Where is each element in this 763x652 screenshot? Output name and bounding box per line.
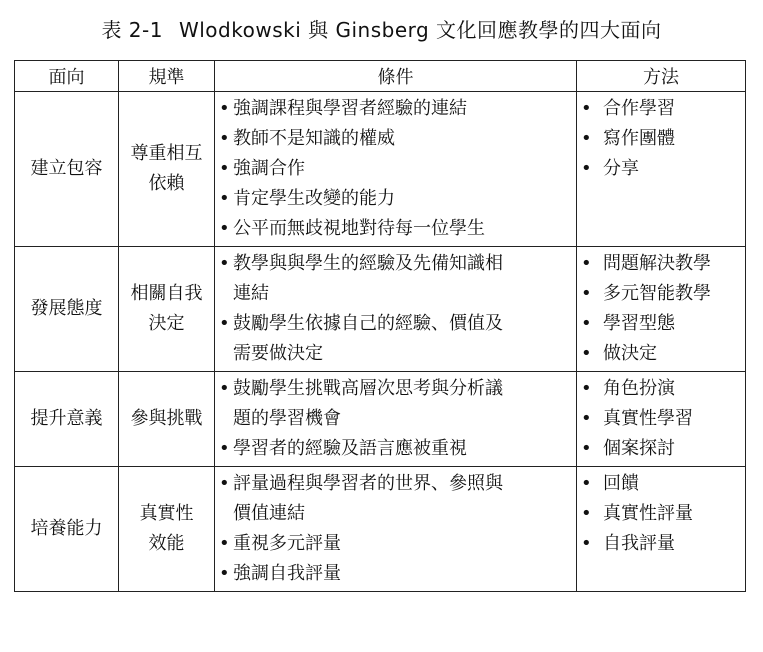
condition-text: 連結 xyxy=(233,283,269,304)
method-item xyxy=(577,154,745,184)
condition-line xyxy=(215,339,576,369)
condition-text: 鼓勵學生挑戰高層次思考與分析議 xyxy=(233,378,503,399)
method-text: 角色扮演 xyxy=(603,378,675,399)
method-item xyxy=(577,404,745,434)
table-body xyxy=(15,92,746,592)
bullet-icon: • xyxy=(581,283,592,304)
method-text: 問題解決教學 xyxy=(603,253,711,274)
norm-line: 相關自我 xyxy=(130,283,203,304)
culturally-responsive-teaching-table xyxy=(14,60,746,592)
condition-line xyxy=(215,279,576,309)
norm-line: 決定 xyxy=(148,313,185,334)
methods-list xyxy=(577,94,745,184)
norm-line: 效能 xyxy=(148,533,185,554)
condition-text: 題的學習機會 xyxy=(233,408,341,429)
bullet-icon: • xyxy=(219,533,230,554)
condition-text: 鼓勵學生依據自己的經驗、價值及 xyxy=(233,313,503,334)
bullet-icon: • xyxy=(581,158,592,179)
condition-text: 強調合作 xyxy=(233,158,305,179)
conditions-cell xyxy=(215,92,577,247)
bullet-icon: • xyxy=(219,128,230,149)
methods-list xyxy=(577,249,745,369)
facet-cell: 建立包容 xyxy=(15,92,119,247)
condition-line xyxy=(215,434,576,464)
bullet-icon: • xyxy=(581,253,592,274)
method-item xyxy=(577,124,745,154)
bullet-icon: • xyxy=(219,218,230,239)
methods-cell xyxy=(577,92,746,247)
bullet-icon: • xyxy=(581,98,592,119)
condition-text: 強調課程與學習者經驗的連結 xyxy=(233,98,467,119)
bullet-icon: • xyxy=(219,313,230,334)
table-row xyxy=(15,372,746,467)
table-row xyxy=(15,247,746,372)
norm-cell xyxy=(119,467,215,592)
header-norm: 規準 xyxy=(119,61,215,92)
norm-line: 依賴 xyxy=(148,173,185,194)
facet-cell: 培養能力 xyxy=(15,467,119,592)
header-facet: 面向 xyxy=(15,61,119,92)
bullet-icon: • xyxy=(581,503,592,524)
condition-line xyxy=(215,309,576,339)
bullet-icon: • xyxy=(219,188,230,209)
bullet-icon: • xyxy=(219,158,230,179)
bullet-icon: • xyxy=(581,378,592,399)
methods-cell xyxy=(577,247,746,372)
method-item xyxy=(577,339,745,369)
condition-text: 重視多元評量 xyxy=(233,533,341,554)
table-number: 表 2-1 xyxy=(101,18,163,42)
methods-list xyxy=(577,374,745,464)
method-item xyxy=(577,374,745,404)
condition-line xyxy=(215,154,576,184)
norm-line: 參與挑戰 xyxy=(130,408,203,429)
condition-line xyxy=(215,184,576,214)
bullet-icon: • xyxy=(581,438,592,459)
bullet-icon: • xyxy=(581,128,592,149)
condition-text: 教學與與學生的經驗及先備知識相 xyxy=(233,253,503,274)
condition-text: 強調自我評量 xyxy=(233,563,341,584)
conditions-list xyxy=(215,249,576,369)
norm-cell xyxy=(119,92,215,247)
method-text: 真實性評量 xyxy=(603,503,693,524)
table-row xyxy=(15,92,746,247)
conditions-list xyxy=(215,374,576,464)
header-methods: 方法 xyxy=(577,61,746,92)
table-row xyxy=(15,467,746,592)
bullet-icon xyxy=(215,404,233,434)
condition-text: 價值連結 xyxy=(233,503,305,524)
condition-text: 肯定學生改變的能力 xyxy=(233,188,395,209)
method-text: 寫作團體 xyxy=(603,128,675,149)
condition-text: 公平而無歧視地對待每一位學生 xyxy=(233,218,485,239)
condition-line xyxy=(215,374,576,404)
condition-line xyxy=(215,404,576,434)
bullet-icon: • xyxy=(219,438,230,459)
method-item xyxy=(577,499,745,529)
conditions-list xyxy=(215,469,576,589)
condition-line xyxy=(215,214,576,244)
method-text: 回饋 xyxy=(603,473,639,494)
condition-text: 學習者的經驗及語言應被重視 xyxy=(233,438,467,459)
bullet-icon: • xyxy=(219,98,230,119)
norm-cell xyxy=(119,372,215,467)
bullet-icon: • xyxy=(219,378,230,399)
bullet-icon: • xyxy=(581,533,592,554)
condition-line xyxy=(215,94,576,124)
method-item xyxy=(577,94,745,124)
table-caption xyxy=(0,14,763,43)
method-text: 個案探討 xyxy=(603,438,675,459)
bullet-icon: • xyxy=(581,313,592,334)
condition-line xyxy=(215,559,576,589)
methods-list xyxy=(577,469,745,559)
condition-text: 需要做決定 xyxy=(233,343,323,364)
table-title: Wlodkowski 與 Ginsberg 文化回應教學的四大面向 xyxy=(178,18,662,42)
bullet-icon: • xyxy=(581,408,592,429)
method-text: 學習型態 xyxy=(603,313,675,334)
norm-cell xyxy=(119,247,215,372)
bullet-icon: • xyxy=(581,473,592,494)
method-item xyxy=(577,529,745,559)
bullet-icon xyxy=(215,279,233,309)
conditions-list xyxy=(215,94,576,244)
norm-line: 尊重相互 xyxy=(130,143,203,164)
method-item xyxy=(577,279,745,309)
condition-line xyxy=(215,499,576,529)
method-item xyxy=(577,309,745,339)
method-text: 自我評量 xyxy=(603,533,675,554)
methods-cell xyxy=(577,372,746,467)
bullet-icon: • xyxy=(219,473,230,494)
conditions-cell xyxy=(215,247,577,372)
bullet-icon: • xyxy=(581,343,592,364)
method-text: 多元智能教學 xyxy=(603,283,711,304)
conditions-cell xyxy=(215,467,577,592)
method-text: 做決定 xyxy=(603,343,657,364)
header-row xyxy=(15,61,746,92)
condition-line xyxy=(215,249,576,279)
bullet-icon xyxy=(215,499,233,529)
condition-text: 教師不是知識的權威 xyxy=(233,128,395,149)
header-conditions: 條件 xyxy=(215,61,577,92)
bullet-icon: • xyxy=(219,563,230,584)
condition-text: 評量過程與學習者的世界、參照與 xyxy=(233,473,503,494)
facet-cell: 提升意義 xyxy=(15,372,119,467)
methods-cell xyxy=(577,467,746,592)
method-item xyxy=(577,249,745,279)
facet-cell: 發展態度 xyxy=(15,247,119,372)
conditions-cell xyxy=(215,372,577,467)
norm-line: 真實性 xyxy=(139,503,194,524)
method-text: 合作學習 xyxy=(603,98,675,119)
method-text: 真實性學習 xyxy=(603,408,693,429)
bullet-icon xyxy=(215,339,233,369)
condition-line xyxy=(215,124,576,154)
condition-line xyxy=(215,529,576,559)
method-item xyxy=(577,469,745,499)
method-text: 分享 xyxy=(603,158,639,179)
method-item xyxy=(577,434,745,464)
condition-line xyxy=(215,469,576,499)
bullet-icon: • xyxy=(219,253,230,274)
